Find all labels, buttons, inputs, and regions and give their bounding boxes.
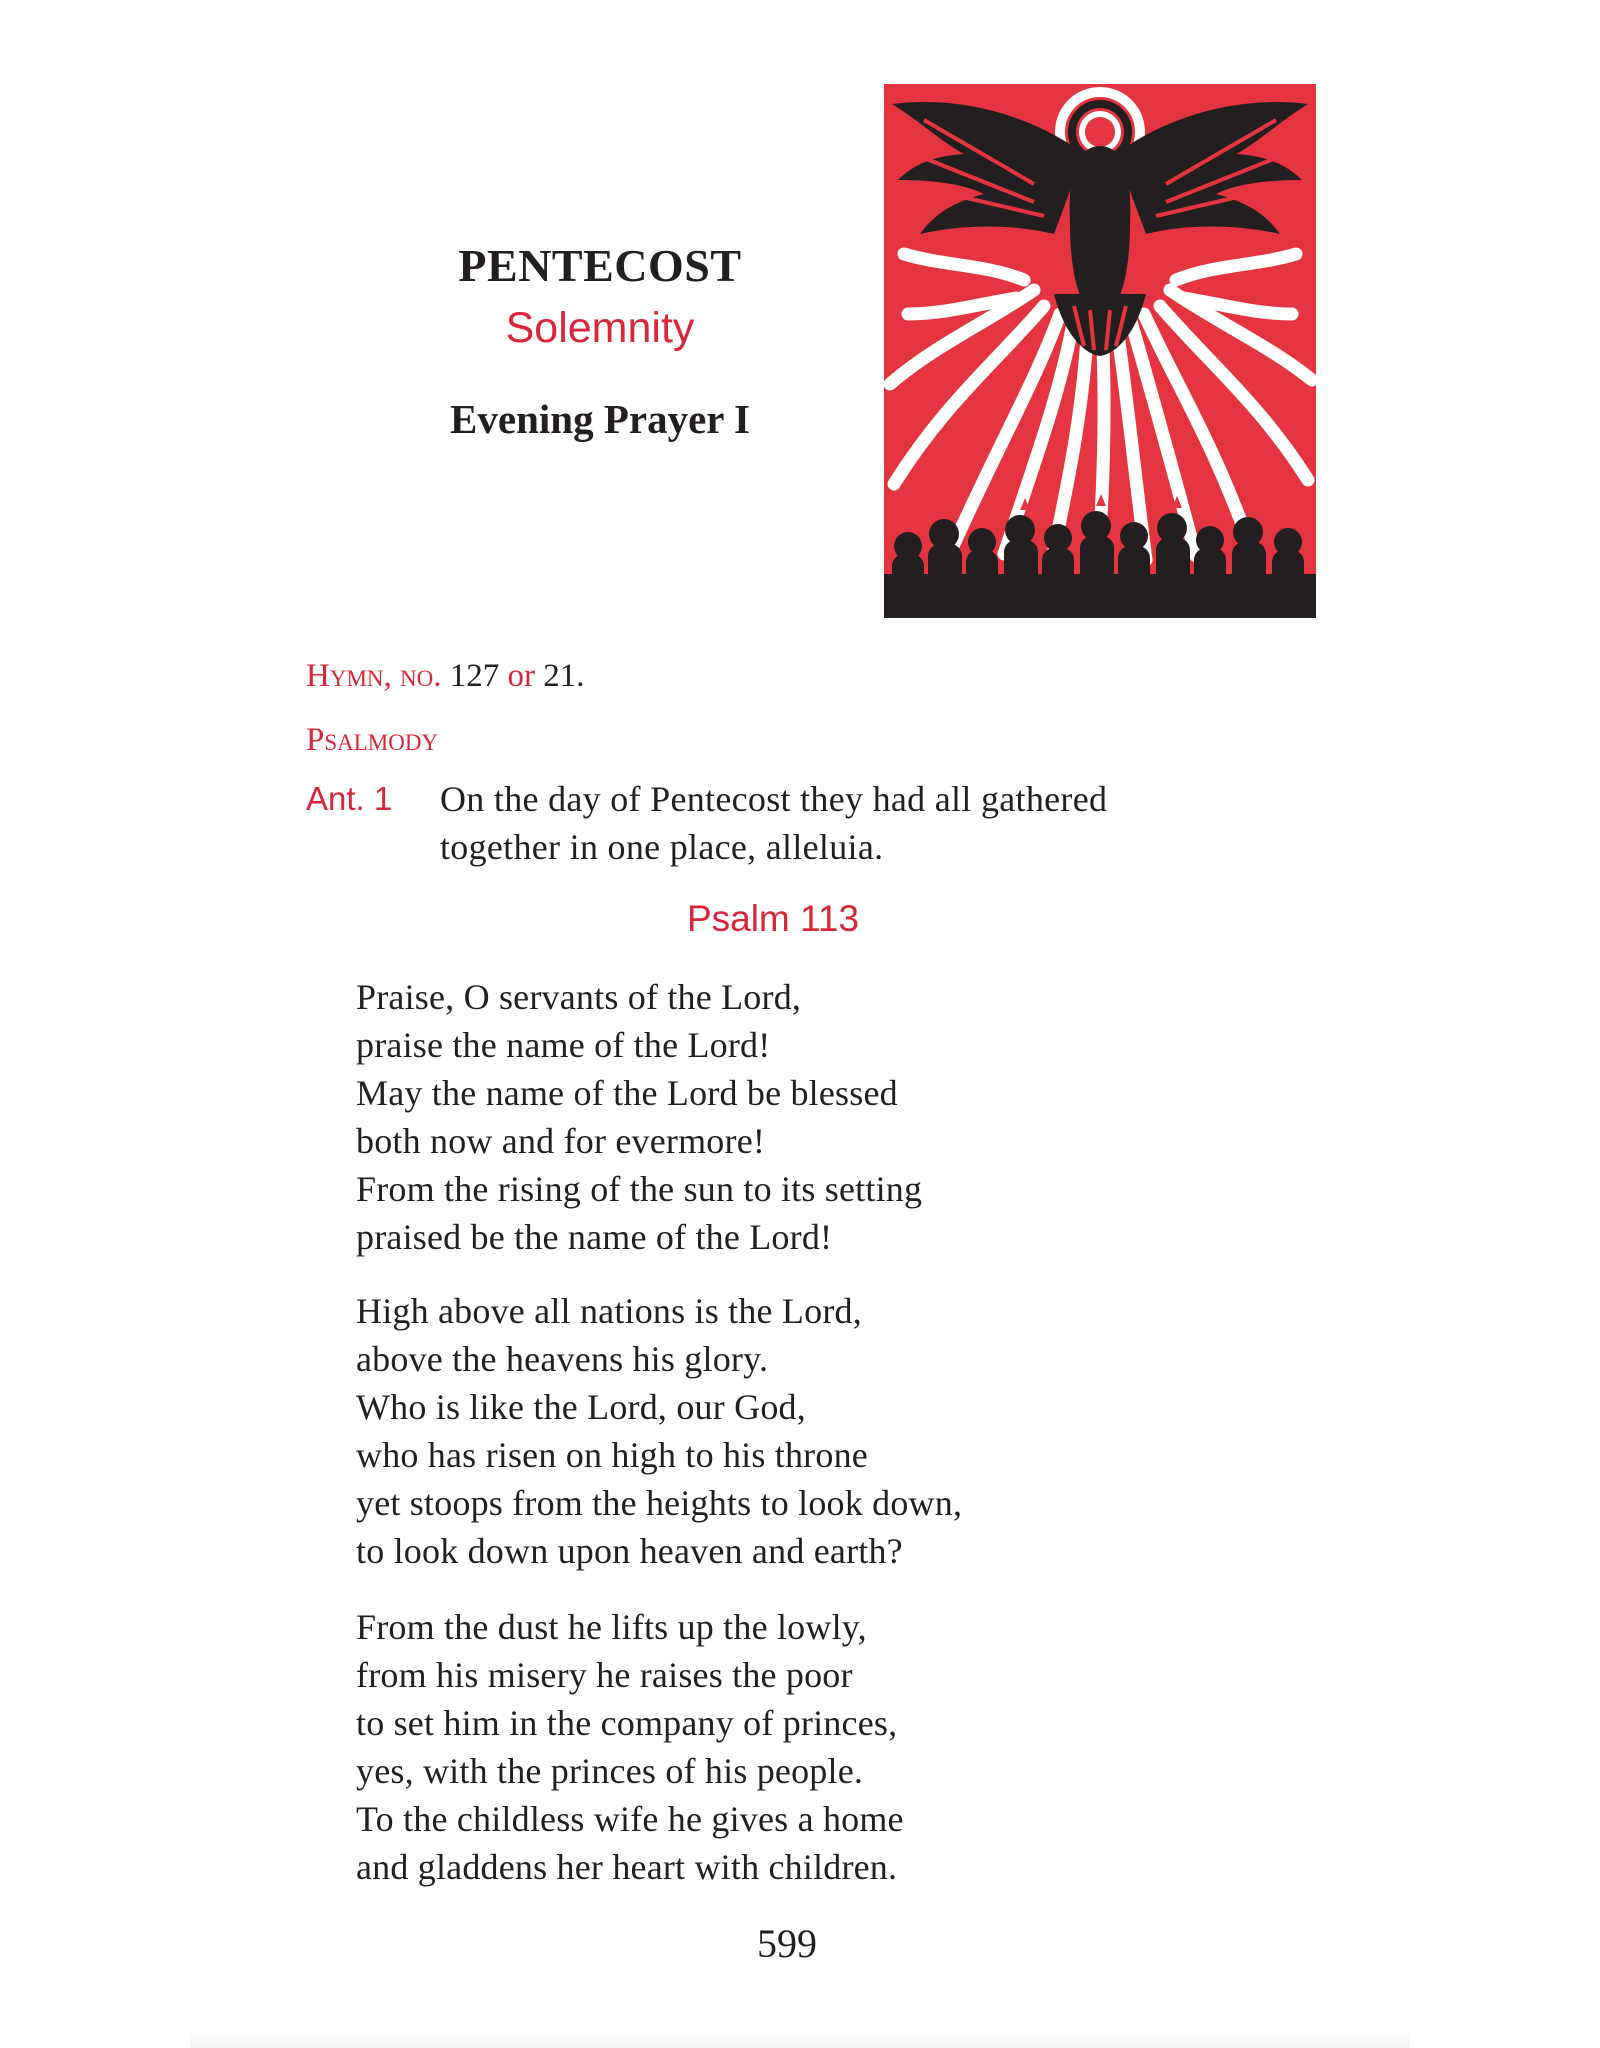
- psalm-line: yet stoops from the heights to look down,: [356, 1483, 963, 1523]
- psalmody-heading: Psalmody: [306, 722, 439, 758]
- title-block: [380, 238, 820, 444]
- psalm-line: May the name of the Lord be blessed: [356, 1073, 898, 1113]
- antiphon-label: Ant. 1: [306, 780, 393, 817]
- psalm-line: above the heavens his glory.: [356, 1339, 769, 1379]
- psalm-stanza-1: [356, 973, 1256, 1261]
- page-number: 599: [757, 1921, 817, 1966]
- psalm-line: Who is like the Lord, our God,: [356, 1387, 806, 1427]
- feast-rank: Solemnity: [505, 304, 695, 352]
- pentecost-illustration: [884, 84, 1316, 618]
- hymn-rubric: [306, 656, 584, 696]
- hymn-connector: or: [507, 658, 535, 694]
- hymn-label: Hymn, no.: [306, 658, 442, 694]
- psalm-stanza-2: [356, 1287, 1256, 1575]
- psalm-line: To the childless wife he gives a home: [356, 1799, 904, 1839]
- psalm-line: to set him in the company of princes,: [356, 1703, 898, 1743]
- psalm-line: yes, with the princes of his people.: [356, 1751, 864, 1791]
- psalm-line: who has risen on high to his throne: [356, 1435, 868, 1475]
- hymn-number-2: 21.: [543, 658, 585, 694]
- psalm-line: and gladdens her heart with children.: [356, 1847, 898, 1887]
- dove-descending-on-apostles-icon: [884, 84, 1316, 618]
- psalm-line: Praise, O servants of the Lord,: [356, 977, 802, 1017]
- psalm-title: Psalm 113: [686, 898, 860, 939]
- psalm-line: from his misery he raises the poor: [356, 1655, 853, 1695]
- feast-title: PENTECOST: [458, 240, 742, 291]
- antiphon-line: On the day of Pentecost they had all gathered: [440, 779, 1108, 819]
- antiphon-text: [440, 775, 1320, 871]
- psalm-line: From the dust he lifts up the lowly,: [356, 1607, 867, 1647]
- psalm-line: praised be the name of the Lord!: [356, 1217, 833, 1257]
- office-title: Evening Prayer I: [450, 396, 750, 442]
- psalm-stanza-3: [356, 1603, 1256, 1891]
- psalm-line: From the rising of the sun to its setting: [356, 1169, 923, 1209]
- psalm-line: praise the name of the Lord!: [356, 1025, 771, 1065]
- psalm-line: to look down upon heaven and earth?: [356, 1531, 903, 1571]
- psalm-line: both now and for evermore!: [356, 1121, 766, 1161]
- hymn-number-1: 127: [449, 658, 500, 694]
- psalm-line: High above all nations is the Lord,: [356, 1291, 862, 1331]
- page-edge-shadow: [190, 2030, 1410, 2048]
- antiphon-line: together in one place, alleluia.: [440, 827, 884, 867]
